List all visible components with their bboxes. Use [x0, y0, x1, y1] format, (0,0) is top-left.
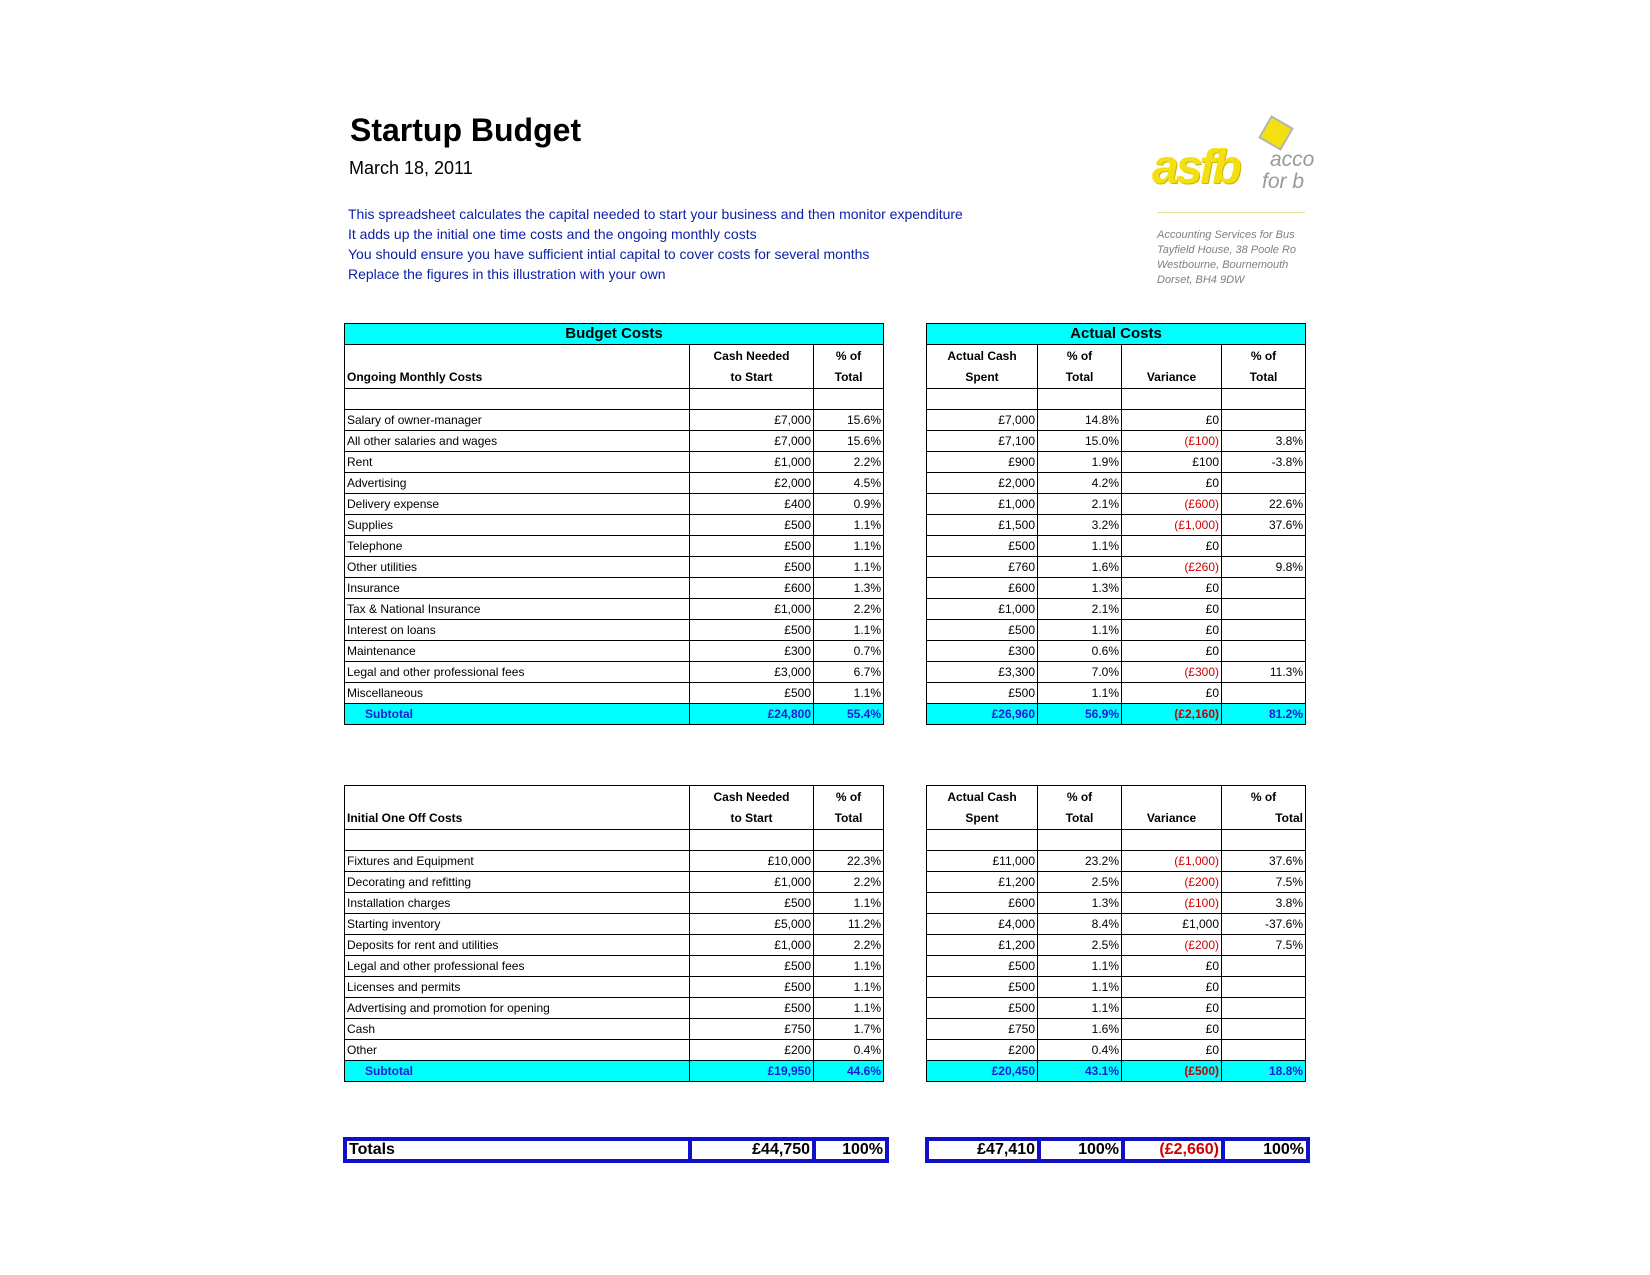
row-variance-pct: 37.6% [1222, 515, 1306, 536]
address-line: Westbourne, Bournemouth [1157, 259, 1289, 271]
row-actual-cash: £750 [927, 1019, 1038, 1040]
row-actual-pct: 1.9% [1038, 452, 1122, 473]
row-label: Cash [345, 1019, 690, 1040]
subtotal-variance: (£500) [1122, 1061, 1222, 1082]
row-variance: (£600) [1122, 494, 1222, 515]
col-header-variance-pct: % of Total [1222, 345, 1306, 389]
row-variance-pct: 9.8% [1222, 557, 1306, 578]
row-label: Tax & National Insurance [345, 599, 690, 620]
totals-budget-table [343, 1137, 889, 1163]
row-actual-pct: 1.1% [1038, 683, 1122, 704]
row-cash-needed: £500 [690, 557, 814, 578]
row-variance: (£300) [1122, 662, 1222, 683]
row-actual-pct: 1.6% [1038, 1019, 1122, 1040]
row-label: Delivery expense [345, 494, 690, 515]
row-variance-pct [1222, 1040, 1306, 1061]
row-cash-needed: £500 [690, 893, 814, 914]
subtotal-label: Subtotal [345, 1061, 690, 1082]
row-label: Decorating and refitting [345, 872, 690, 893]
logo-text: acco [1270, 148, 1315, 171]
col-header-pct-total: % of Total [814, 786, 884, 830]
row-variance: (£200) [1122, 935, 1222, 956]
row-actual-pct: 15.0% [1038, 431, 1122, 452]
logo-text: for b [1262, 170, 1305, 193]
row-variance-pct: 3.8% [1222, 893, 1306, 914]
row-label: Insurance [345, 578, 690, 599]
row-variance-pct: 22.6% [1222, 494, 1306, 515]
table-row [927, 914, 1306, 935]
row-pct-total: 2.2% [814, 452, 884, 473]
row-pct-total: 0.7% [814, 641, 884, 662]
row-variance: (£100) [1122, 431, 1222, 452]
table-row [927, 872, 1306, 893]
col-header-variance: Variance [1122, 786, 1222, 830]
table-row [345, 956, 884, 977]
row-cash-needed: £500 [690, 620, 814, 641]
row-actual-pct: 1.1% [1038, 536, 1122, 557]
row-actual-cash: £500 [927, 683, 1038, 704]
row-variance: (£200) [1122, 872, 1222, 893]
row-cash-needed: £7,000 [690, 431, 814, 452]
row-actual-pct: 23.2% [1038, 851, 1122, 872]
subtotal-apct: 43.1% [1038, 1061, 1122, 1082]
col-header-cash-needed: Cash Needed to Start [690, 345, 814, 389]
row-cash-needed: £1,000 [690, 935, 814, 956]
row-actual-cash: £300 [927, 641, 1038, 662]
row-actual-cash: £11,000 [927, 851, 1038, 872]
row-variance-pct: 7.5% [1222, 872, 1306, 893]
row-cash-needed: £10,000 [690, 851, 814, 872]
row-actual-cash: £1,000 [927, 494, 1038, 515]
row-cash-needed: £600 [690, 578, 814, 599]
row-pct-total: 2.2% [814, 935, 884, 956]
row-actual-pct: 1.1% [1038, 620, 1122, 641]
totals-label: Totals [345, 1139, 690, 1161]
row-actual-pct: 1.1% [1038, 977, 1122, 998]
address-line: Dorset, BH4 9DW [1157, 274, 1245, 286]
col-header-variance: Variance [1122, 345, 1222, 389]
row-actual-pct: 8.4% [1038, 914, 1122, 935]
blank-row [345, 830, 884, 851]
table-row [927, 578, 1306, 599]
totals-actual: £47,410 [927, 1139, 1039, 1161]
row-actual-pct: 2.1% [1038, 599, 1122, 620]
row-actual-cash: £760 [927, 557, 1038, 578]
table-row [345, 683, 884, 704]
logo-divider [1157, 212, 1305, 213]
row-actual-pct: 2.1% [1038, 494, 1122, 515]
address-line: Accounting Services for Bus [1157, 229, 1295, 241]
table-row [345, 977, 884, 998]
table-row [345, 641, 884, 662]
row-variance: £0 [1122, 956, 1222, 977]
row-pct-total: 22.3% [814, 851, 884, 872]
row-actual-cash: £1,200 [927, 935, 1038, 956]
row-variance-pct [1222, 641, 1306, 662]
actual-costs-banner: Actual Costs [927, 324, 1306, 345]
row-pct-total: 6.7% [814, 662, 884, 683]
blank-row [927, 389, 1306, 410]
row-actual-cash: £600 [927, 893, 1038, 914]
oneoff-actual-table [926, 785, 1306, 1082]
row-cash-needed: £3,000 [690, 662, 814, 683]
row-variance: £0 [1122, 1019, 1222, 1040]
row-actual-pct: 2.5% [1038, 872, 1122, 893]
subtotal-actual: £20,450 [927, 1061, 1038, 1082]
totals-row [345, 1139, 887, 1161]
row-actual-cash: £500 [927, 620, 1038, 641]
subtotal-cash: £24,800 [690, 704, 814, 725]
row-variance: (£260) [1122, 557, 1222, 578]
table-row [345, 431, 884, 452]
subtotal-actual: £26,960 [927, 704, 1038, 725]
row-variance-pct: 37.6% [1222, 851, 1306, 872]
row-actual-pct: 1.3% [1038, 893, 1122, 914]
row-variance: £0 [1122, 1040, 1222, 1061]
col-header-pct-total: % of Total [1038, 345, 1122, 389]
col-header-pct-total: % of Total [814, 345, 884, 389]
row-actual-pct: 1.6% [1038, 557, 1122, 578]
monthly-budget-table [344, 323, 884, 725]
row-variance: £0 [1122, 599, 1222, 620]
date: March 18, 2011 [349, 158, 473, 178]
col-header-variance-pct: % of Total [1222, 786, 1306, 830]
table-row [927, 515, 1306, 536]
subtotal-row [345, 704, 884, 725]
table-row [345, 599, 884, 620]
intro-text [348, 204, 963, 284]
row-pct-total: 1.1% [814, 893, 884, 914]
table-row [345, 515, 884, 536]
subtotal-apct: 56.9% [1038, 704, 1122, 725]
row-pct-total: 1.1% [814, 683, 884, 704]
row-cash-needed: £1,000 [690, 452, 814, 473]
table-row [345, 914, 884, 935]
row-actual-cash: £500 [927, 536, 1038, 557]
row-label: Other utilities [345, 557, 690, 578]
row-actual-cash: £500 [927, 956, 1038, 977]
row-label: Licenses and permits [345, 977, 690, 998]
row-pct-total: 0.9% [814, 494, 884, 515]
table-row [927, 641, 1306, 662]
table-row [927, 599, 1306, 620]
row-variance-pct [1222, 410, 1306, 431]
row-variance: £0 [1122, 536, 1222, 557]
row-variance: £0 [1122, 410, 1222, 431]
row-pct-total: 2.2% [814, 872, 884, 893]
row-cash-needed: £500 [690, 956, 814, 977]
row-label: Miscellaneous [345, 683, 690, 704]
row-pct-total: 2.2% [814, 599, 884, 620]
row-actual-cash: £4,000 [927, 914, 1038, 935]
col-header-pct-total: % of Total [1038, 786, 1122, 830]
table-row [927, 956, 1306, 977]
row-cash-needed: £2,000 [690, 473, 814, 494]
table-row [345, 893, 884, 914]
row-actual-cash: £7,100 [927, 431, 1038, 452]
row-label: Advertising [345, 473, 690, 494]
table-row [345, 536, 884, 557]
totals-actual-table [925, 1137, 1310, 1163]
row-actual-pct: 1.1% [1038, 956, 1122, 977]
row-actual-cash: £500 [927, 977, 1038, 998]
table-row [345, 494, 884, 515]
row-cash-needed: £300 [690, 641, 814, 662]
row-pct-total: 1.1% [814, 536, 884, 557]
row-actual-cash: £1,200 [927, 872, 1038, 893]
row-label: Fixtures and Equipment [345, 851, 690, 872]
row-variance-pct [1222, 998, 1306, 1019]
logo-diamond-icon [1258, 115, 1294, 151]
row-actual-cash: £500 [927, 998, 1038, 1019]
row-label: Rent [345, 452, 690, 473]
row-variance: £0 [1122, 620, 1222, 641]
row-variance-pct: 3.8% [1222, 431, 1306, 452]
row-pct-total: 1.1% [814, 515, 884, 536]
row-variance: £0 [1122, 641, 1222, 662]
asfb-logo [1152, 120, 1315, 202]
row-pct-total: 4.5% [814, 473, 884, 494]
table-row [345, 473, 884, 494]
row-variance: £0 [1122, 578, 1222, 599]
table-row [927, 452, 1306, 473]
col-header-actual-cash: Actual Cash Spent [927, 786, 1038, 830]
table-row [345, 578, 884, 599]
row-variance-pct [1222, 473, 1306, 494]
row-label: Maintenance [345, 641, 690, 662]
row-cash-needed: £5,000 [690, 914, 814, 935]
row-label: Legal and other professional fees [345, 662, 690, 683]
row-cash-needed: £500 [690, 683, 814, 704]
subtotal-label: Subtotal [345, 704, 690, 725]
row-actual-cash: £1,500 [927, 515, 1038, 536]
subtotal-vpct: 18.8% [1222, 1061, 1306, 1082]
table-row [345, 452, 884, 473]
table-row [927, 935, 1306, 956]
totals-variance: (£2,660) [1123, 1139, 1223, 1161]
row-pct-total: 1.1% [814, 977, 884, 998]
blank-row [927, 830, 1306, 851]
intro-line: It adds up the initial one time costs and the ongoing monthly costs [348, 226, 757, 242]
row-label: All other salaries and wages [345, 431, 690, 452]
intro-line: You should ensure you have sufficient intial capital to cover costs for several months [348, 246, 870, 262]
table-row [345, 998, 884, 1019]
row-actual-pct: 1.1% [1038, 998, 1122, 1019]
table-row [927, 620, 1306, 641]
subtotal-pct: 44.6% [814, 1061, 884, 1082]
row-variance: £0 [1122, 683, 1222, 704]
table-row [927, 1040, 1306, 1061]
row-actual-pct: 14.8% [1038, 410, 1122, 431]
table-row [927, 851, 1306, 872]
row-actual-cash: £600 [927, 578, 1038, 599]
row-actual-cash: £3,300 [927, 662, 1038, 683]
totals-cash: £44,750 [690, 1139, 814, 1161]
row-actual-cash: £2,000 [927, 473, 1038, 494]
row-variance: £1,000 [1122, 914, 1222, 935]
monthly-actual-table [926, 323, 1306, 725]
row-variance: £100 [1122, 452, 1222, 473]
row-label: Other [345, 1040, 690, 1061]
totals-row [927, 1139, 1308, 1161]
section-label: Initial One Off Costs [345, 786, 690, 830]
blank-row [345, 389, 884, 410]
row-label: Salary of owner-manager [345, 410, 690, 431]
row-pct-total: 1.7% [814, 1019, 884, 1040]
row-pct-total: 1.1% [814, 620, 884, 641]
row-label: Supplies [345, 515, 690, 536]
row-pct-total: 1.1% [814, 998, 884, 1019]
subtotal-variance: (£2,160) [1122, 704, 1222, 725]
row-actual-cash: £7,000 [927, 410, 1038, 431]
row-variance-pct [1222, 536, 1306, 557]
row-variance-pct [1222, 1019, 1306, 1040]
table-row [927, 893, 1306, 914]
row-cash-needed: £1,000 [690, 599, 814, 620]
table-row [927, 662, 1306, 683]
col-header-cash-needed: Cash Needed to Start [690, 786, 814, 830]
table-row [345, 662, 884, 683]
row-label: Interest on loans [345, 620, 690, 641]
row-variance-pct [1222, 683, 1306, 704]
row-variance-pct [1222, 599, 1306, 620]
row-variance-pct [1222, 620, 1306, 641]
row-cash-needed: £500 [690, 998, 814, 1019]
logo-mark: asfb [1152, 141, 1239, 194]
table-row [345, 1019, 884, 1040]
row-cash-needed: £200 [690, 1040, 814, 1061]
row-variance: £0 [1122, 977, 1222, 998]
row-cash-needed: £7,000 [690, 410, 814, 431]
row-pct-total: 1.1% [814, 557, 884, 578]
subtotal-cash: £19,950 [690, 1061, 814, 1082]
row-actual-cash: £900 [927, 452, 1038, 473]
budget-costs-banner: Budget Costs [345, 324, 884, 345]
row-variance: (£100) [1122, 893, 1222, 914]
row-cash-needed: £400 [690, 494, 814, 515]
table-row [345, 410, 884, 431]
row-actual-pct: 4.2% [1038, 473, 1122, 494]
row-variance: (£1,000) [1122, 515, 1222, 536]
row-pct-total: 1.1% [814, 956, 884, 977]
table-row [345, 620, 884, 641]
totals-apct: 100% [1039, 1139, 1123, 1161]
oneoff-budget-table [344, 785, 884, 1082]
row-actual-pct: 0.4% [1038, 1040, 1122, 1061]
row-variance-pct: 7.5% [1222, 935, 1306, 956]
company-address [1157, 228, 1306, 288]
row-cash-needed: £500 [690, 977, 814, 998]
section-label: Ongoing Monthly Costs [345, 345, 690, 389]
row-actual-pct: 2.5% [1038, 935, 1122, 956]
table-row [345, 872, 884, 893]
row-actual-cash: £200 [927, 1040, 1038, 1061]
subtotal-row [927, 1061, 1306, 1082]
intro-line: This spreadsheet calculates the capital needed to start your business and then monitor expenditure [348, 206, 963, 222]
table-row [927, 536, 1306, 557]
table-row [927, 977, 1306, 998]
row-label: Starting inventory [345, 914, 690, 935]
row-variance: £0 [1122, 473, 1222, 494]
row-actual-cash: £1,000 [927, 599, 1038, 620]
row-variance-pct [1222, 578, 1306, 599]
row-label: Installation charges [345, 893, 690, 914]
row-cash-needed: £500 [690, 515, 814, 536]
row-pct-total: 0.4% [814, 1040, 884, 1061]
row-label: Legal and other professional fees [345, 956, 690, 977]
row-variance-pct [1222, 956, 1306, 977]
address-line: Tayfield House, 38 Poole Ro [1157, 244, 1297, 256]
row-actual-pct: 7.0% [1038, 662, 1122, 683]
col-header-actual-cash: Actual Cash Spent [927, 345, 1038, 389]
table-row [345, 851, 884, 872]
row-cash-needed: £1,000 [690, 872, 814, 893]
subtotal-pct: 55.4% [814, 704, 884, 725]
subtotal-row [927, 704, 1306, 725]
row-label: Telephone [345, 536, 690, 557]
row-actual-pct: 1.3% [1038, 578, 1122, 599]
row-cash-needed: £750 [690, 1019, 814, 1040]
row-actual-pct: 3.2% [1038, 515, 1122, 536]
row-variance: (£1,000) [1122, 851, 1222, 872]
table-row [927, 557, 1306, 578]
totals-vpct: 100% [1223, 1139, 1308, 1161]
row-pct-total: 15.6% [814, 410, 884, 431]
row-pct-total: 15.6% [814, 431, 884, 452]
table-row [927, 998, 1306, 1019]
row-variance-pct: -3.8% [1222, 452, 1306, 473]
table-row [345, 1040, 884, 1061]
row-actual-pct: 0.6% [1038, 641, 1122, 662]
table-row [345, 935, 884, 956]
table-row [927, 1019, 1306, 1040]
subtotal-row [345, 1061, 884, 1082]
table-row [927, 410, 1306, 431]
table-row [927, 473, 1306, 494]
intro-line: Replace the figures in this illustration with your own [348, 266, 666, 282]
table-row [927, 683, 1306, 704]
row-cash-needed: £500 [690, 536, 814, 557]
table-row [927, 494, 1306, 515]
row-label: Advertising and promotion for opening [345, 998, 690, 1019]
row-pct-total: 1.3% [814, 578, 884, 599]
page-title: Startup Budget [350, 112, 582, 148]
row-variance-pct [1222, 977, 1306, 998]
row-pct-total: 11.2% [814, 914, 884, 935]
totals-pct: 100% [814, 1139, 887, 1161]
table-row [927, 431, 1306, 452]
row-variance-pct: 11.3% [1222, 662, 1306, 683]
row-variance: £0 [1122, 998, 1222, 1019]
subtotal-vpct: 81.2% [1222, 704, 1306, 725]
table-row [345, 557, 884, 578]
row-label: Deposits for rent and utilities [345, 935, 690, 956]
row-variance-pct: -37.6% [1222, 914, 1306, 935]
